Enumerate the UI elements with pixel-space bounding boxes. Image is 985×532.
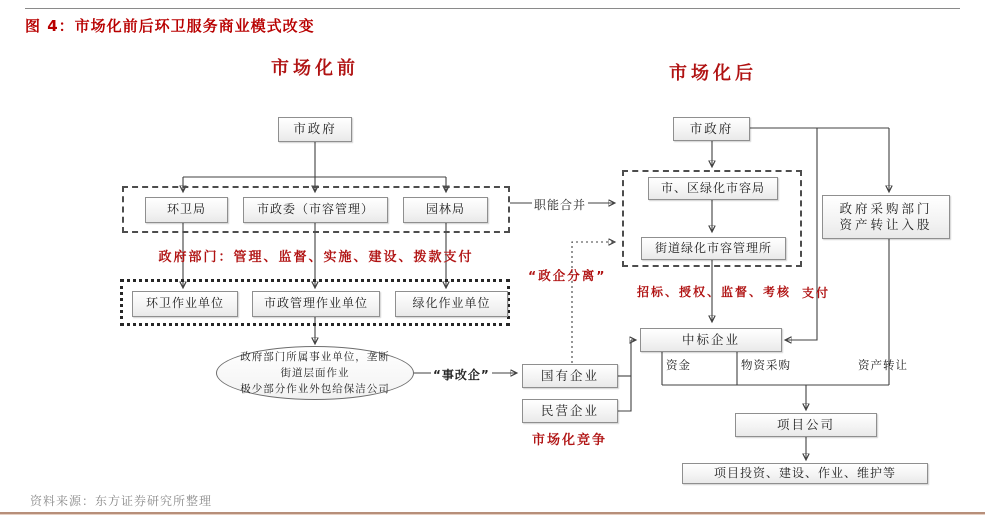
heading-before-marketization: 市场化前 [271,58,359,79]
label-funds: 资金 [666,358,691,372]
node-city-government-after: 市政府 [673,117,750,141]
node-project-company: 项目公司 [735,413,877,437]
label-government-enterprise-separation: “政企分离” [528,268,607,283]
ellipse-line-1: 政府部门所属事业单位，垄断 [240,350,390,363]
bottom-divider [0,512,985,515]
node-sanitation-unit: 环卫作业单位 [132,291,238,317]
node-government-procurement [822,195,950,239]
label-materials-procurement: 物资采购 [741,358,791,372]
label-function-merger: 职能合并 [534,198,587,212]
node-project-scope: 项目投资、建设、作业、维护等 [682,463,928,484]
label-institution-to-enterprise-reform: “事改企” [433,368,490,382]
node-street-greening-office: 街道绿化市容管理所 [641,237,786,260]
node-private-enterprise: 民营企业 [522,399,618,423]
procurement-line-2: 资产转让入股 [839,217,933,232]
node-municipal-committee: 市政委（市容管理） [243,197,388,223]
node-city-government-before: 市政府 [278,117,352,142]
node-winning-bid-enterprise: 中标企业 [640,328,782,352]
node-sanitation-bureau: 环卫局 [145,197,228,223]
note-government-functions: 政府部门：管理、监督、实施、建设、拨款支付 [158,250,474,265]
heading-after-marketization: 市场化后 [669,63,757,84]
node-greening-unit: 绿化作业单位 [395,291,508,317]
node-gardens-bureau: 园林局 [403,197,488,223]
label-tender-supervision: 招标、授权、监督、考核 [636,285,791,299]
label-market-competition: 市场化竞争 [532,433,608,448]
procurement-line-1: 政府采购部门 [839,200,933,216]
node-municipal-mgmt-unit: 市政管理作业单位 [252,291,380,317]
label-asset-transfer: 资产转让 [858,358,908,372]
ellipse-line-2: 街道层面作业 [280,366,350,379]
ellipse-line-3: 极少部分作业外包给保洁公司 [240,383,390,396]
top-divider [25,8,960,9]
figure-title: 图 4：市场化前后环卫服务商业模式改变 [25,17,315,35]
node-city-district-greening-bureau: 市、区绿化市容局 [648,177,778,200]
node-state-owned-enterprise: 国有企业 [522,364,618,388]
label-payment: 支付 [802,286,831,300]
data-source: 资料来源：东方证券研究所整理 [30,494,213,508]
node-public-institution-note [216,346,414,400]
